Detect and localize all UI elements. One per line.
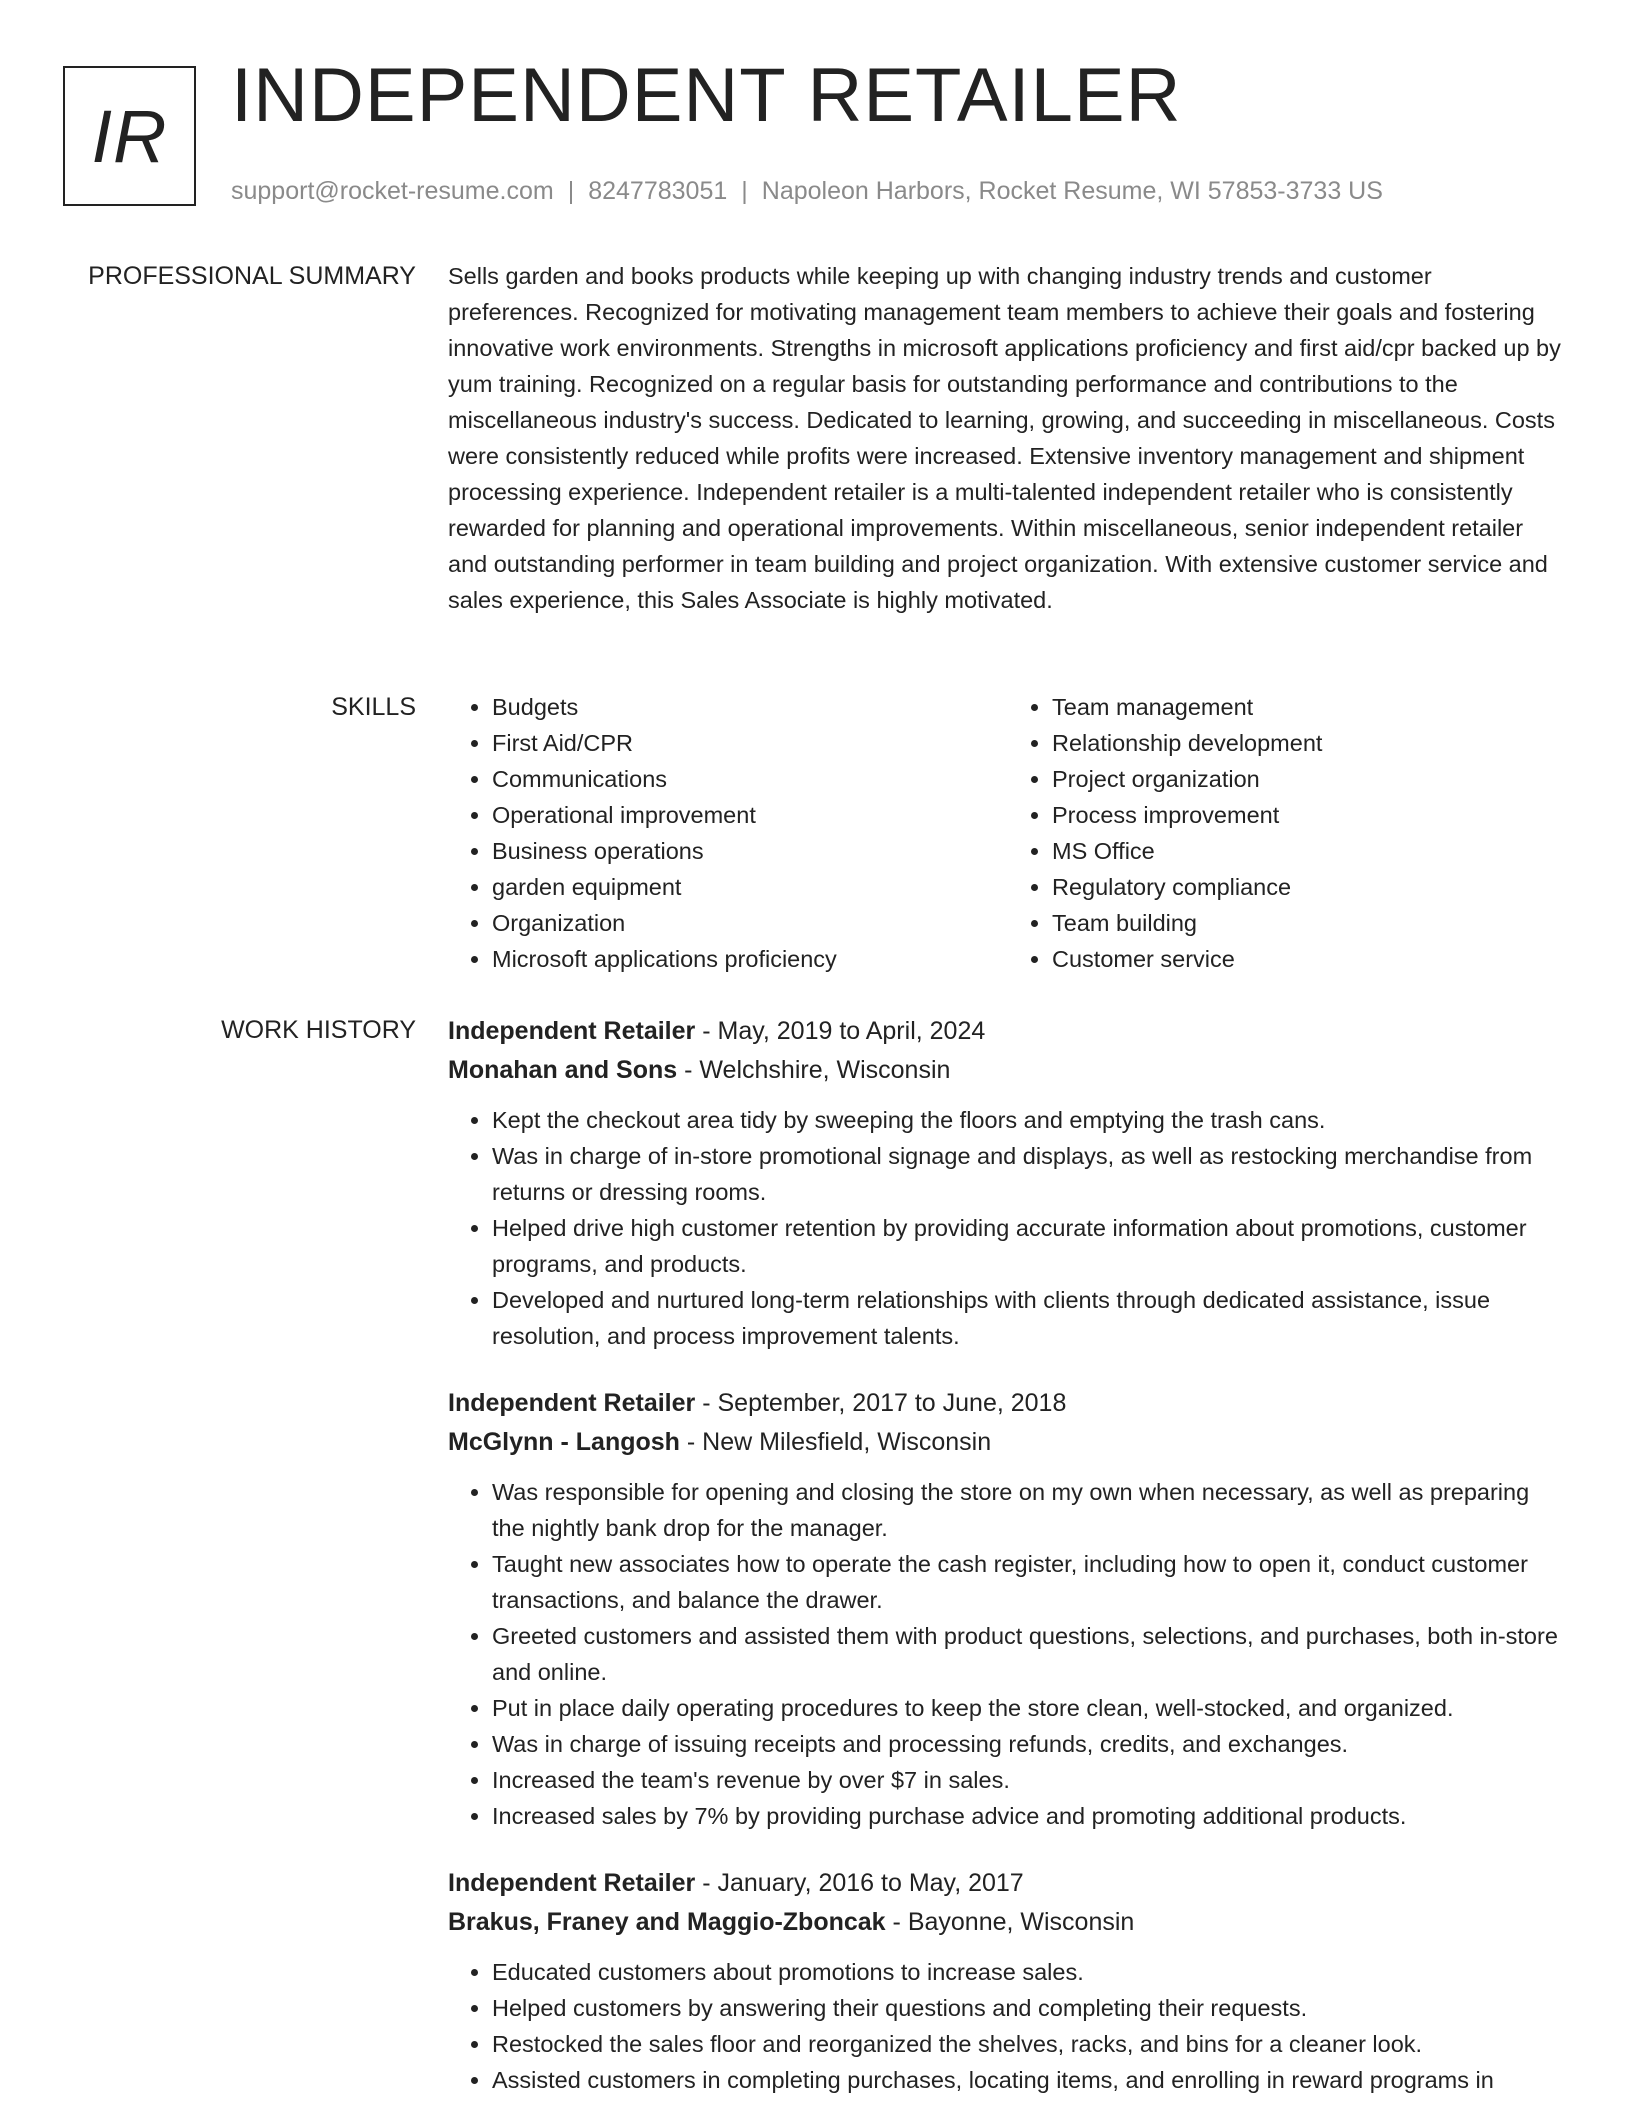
skill-item: • Team building	[1052, 905, 1568, 941]
skill-item: • MS Office	[1052, 833, 1568, 869]
job-location: - Bayonne, Wisconsin	[892, 1908, 1135, 1936]
summary-text: Sells garden and books products while keeping up with changing industry trends and customer preferences. Recognized for motivating management team members to achieve their goals and fostering innovative work environments. Strengths in microsoft applications proficiency and first aid/cpr backed up by yum training. Recognized on a regular basis for outstanding performance and contributions to the miscellaneous industry's success. Dedicated to learning, growing, and succeeding in miscellaneous. Costs were consistently reduced while profits were increased. Extensive inventory management and shipment processing experience. Independent retailer is a multi-talented independent retailer who is consistently rewarded for planning and operational improvements. Within miscellaneous, senior independent retailer and outstanding performer in team building and project organization. With extensive customer service and sales experience, this Sales Associate is highly motivated.	[448, 263, 1561, 613]
job-location: - New Milesfield, Wisconsin	[686, 1428, 992, 1456]
job-title-line	[448, 1012, 1568, 1051]
work-history-heading: WORK HISTORY	[221, 1016, 416, 1044]
job-location: - Welchshire, Wisconsin	[684, 1056, 951, 1084]
job-bullet: • Developed and nurtured long-term relationships with clients through dedicated assistance, issue resolution, and process improvement talents.	[492, 1282, 1568, 1354]
job-bullets	[448, 1102, 1568, 1354]
skill-item: • Relationship development	[1052, 725, 1568, 761]
job-bullet: • Assisted customers in completing purchases, locating items, and enrolling in reward programs in	[492, 2062, 1568, 2098]
job-company-line	[448, 1423, 1568, 1462]
skill-item: • Project organization	[1052, 761, 1568, 797]
job-bullets	[448, 1954, 1568, 2098]
summary-body	[448, 258, 1568, 618]
job-company: McGlynn - Langosh	[448, 1428, 680, 1456]
job-bullet: • Helped customers by answering their questions and completing their requests.	[492, 1990, 1568, 2026]
contact-separator: |	[741, 177, 748, 205]
skill-item: • Process improvement	[1052, 797, 1568, 833]
job-dates: - September, 2017 to June, 2018	[702, 1389, 1067, 1417]
summary-heading: PROFESSIONAL SUMMARY	[88, 262, 416, 290]
skill-item: • First Aid/CPR	[492, 725, 1008, 761]
job-bullet: • Was responsible for opening and closing the store on my own when necessary, as well as preparing the nightly bank drop for the manager.	[492, 1474, 1568, 1546]
job-bullet: • Put in place daily operating procedures to keep the store clean, well-stocked, and organized.	[492, 1690, 1568, 1726]
job-title: Independent Retailer	[448, 1389, 696, 1417]
skills-list-right	[1008, 689, 1568, 977]
skill-item: • Business operations	[492, 833, 1008, 869]
skill-item: • Customer service	[1052, 941, 1568, 977]
contact-phone: 8247783051	[588, 177, 728, 205]
skill-item: • Communications	[492, 761, 1008, 797]
job-bullet: • Educated customers about promotions to increase sales.	[492, 1954, 1568, 1990]
job-bullet: • Helped drive high customer retention by providing accurate information about promotions, customer programs, and products.	[492, 1210, 1568, 1282]
job-title-line	[448, 1864, 1568, 1903]
skills-heading: SKILLS	[331, 693, 416, 721]
skill-item: • garden equipment	[492, 869, 1008, 905]
job-entry	[448, 1864, 1568, 2098]
candidate-name: INDEPENDENT RETAILER	[231, 53, 1182, 138]
contact-separator: |	[567, 177, 575, 205]
skills-list-left	[448, 689, 1008, 977]
job-bullet: • Kept the checkout area tidy by sweeping the floors and emptying the trash cans.	[492, 1102, 1568, 1138]
contact-email: support@rocket-resume.com	[231, 177, 554, 205]
job-company-line	[448, 1903, 1568, 1942]
job-entry	[448, 1384, 1568, 1834]
skill-item: • Team management	[1052, 689, 1568, 725]
job-bullet: • Increased the team's revenue by over $7 in sales.	[492, 1762, 1568, 1798]
job-bullet: • Restocked the sales floor and reorganized the shelves, racks, and bins for a cleaner look.	[492, 2026, 1568, 2062]
job-title-line	[448, 1384, 1568, 1423]
job-bullet: • Increased sales by 7% by providing purchase advice and promoting additional products.	[492, 1798, 1568, 1834]
skill-item: • Organization	[492, 905, 1008, 941]
job-title: Independent Retailer	[448, 1017, 696, 1045]
job-bullet: • Taught new associates how to operate the cash register, including how to open it, conduct customer transactions, and balance the drawer.	[492, 1546, 1568, 1618]
skill-item: • Budgets	[492, 689, 1008, 725]
work-history-body	[448, 1012, 1568, 2112]
job-bullet: • Was in charge of issuing receipts and processing refunds, credits, and exchanges.	[492, 1726, 1568, 1762]
contact-line	[231, 176, 1383, 206]
contact-address: Napoleon Harbors, Rocket Resume, WI 57853-3733 US	[761, 177, 1383, 205]
skill-item: • Operational improvement	[492, 797, 1008, 833]
job-bullet: • Greeted customers and assisted them with product questions, selections, and purchases, both in-store and online.	[492, 1618, 1568, 1690]
job-dates: - May, 2019 to April, 2024	[702, 1017, 986, 1045]
job-company: Brakus, Franey and Maggio-Zboncak	[448, 1908, 886, 1936]
monogram-logo: IR	[63, 66, 196, 206]
job-company: Monahan and Sons	[448, 1056, 678, 1084]
job-bullets	[448, 1474, 1568, 1834]
job-dates: - January, 2016 to May, 2017	[702, 1869, 1024, 1897]
skill-item: • Microsoft applications proficiency	[492, 941, 1008, 977]
job-bullet: • Was in charge of in-store promotional signage and displays, as well as restocking merchandise from returns or dressing rooms.	[492, 1138, 1568, 1210]
job-company-line	[448, 1051, 1568, 1090]
job-title: Independent Retailer	[448, 1869, 696, 1897]
job-entry	[448, 1012, 1568, 1354]
skills-body	[448, 689, 1568, 977]
skill-item: • Regulatory compliance	[1052, 869, 1568, 905]
